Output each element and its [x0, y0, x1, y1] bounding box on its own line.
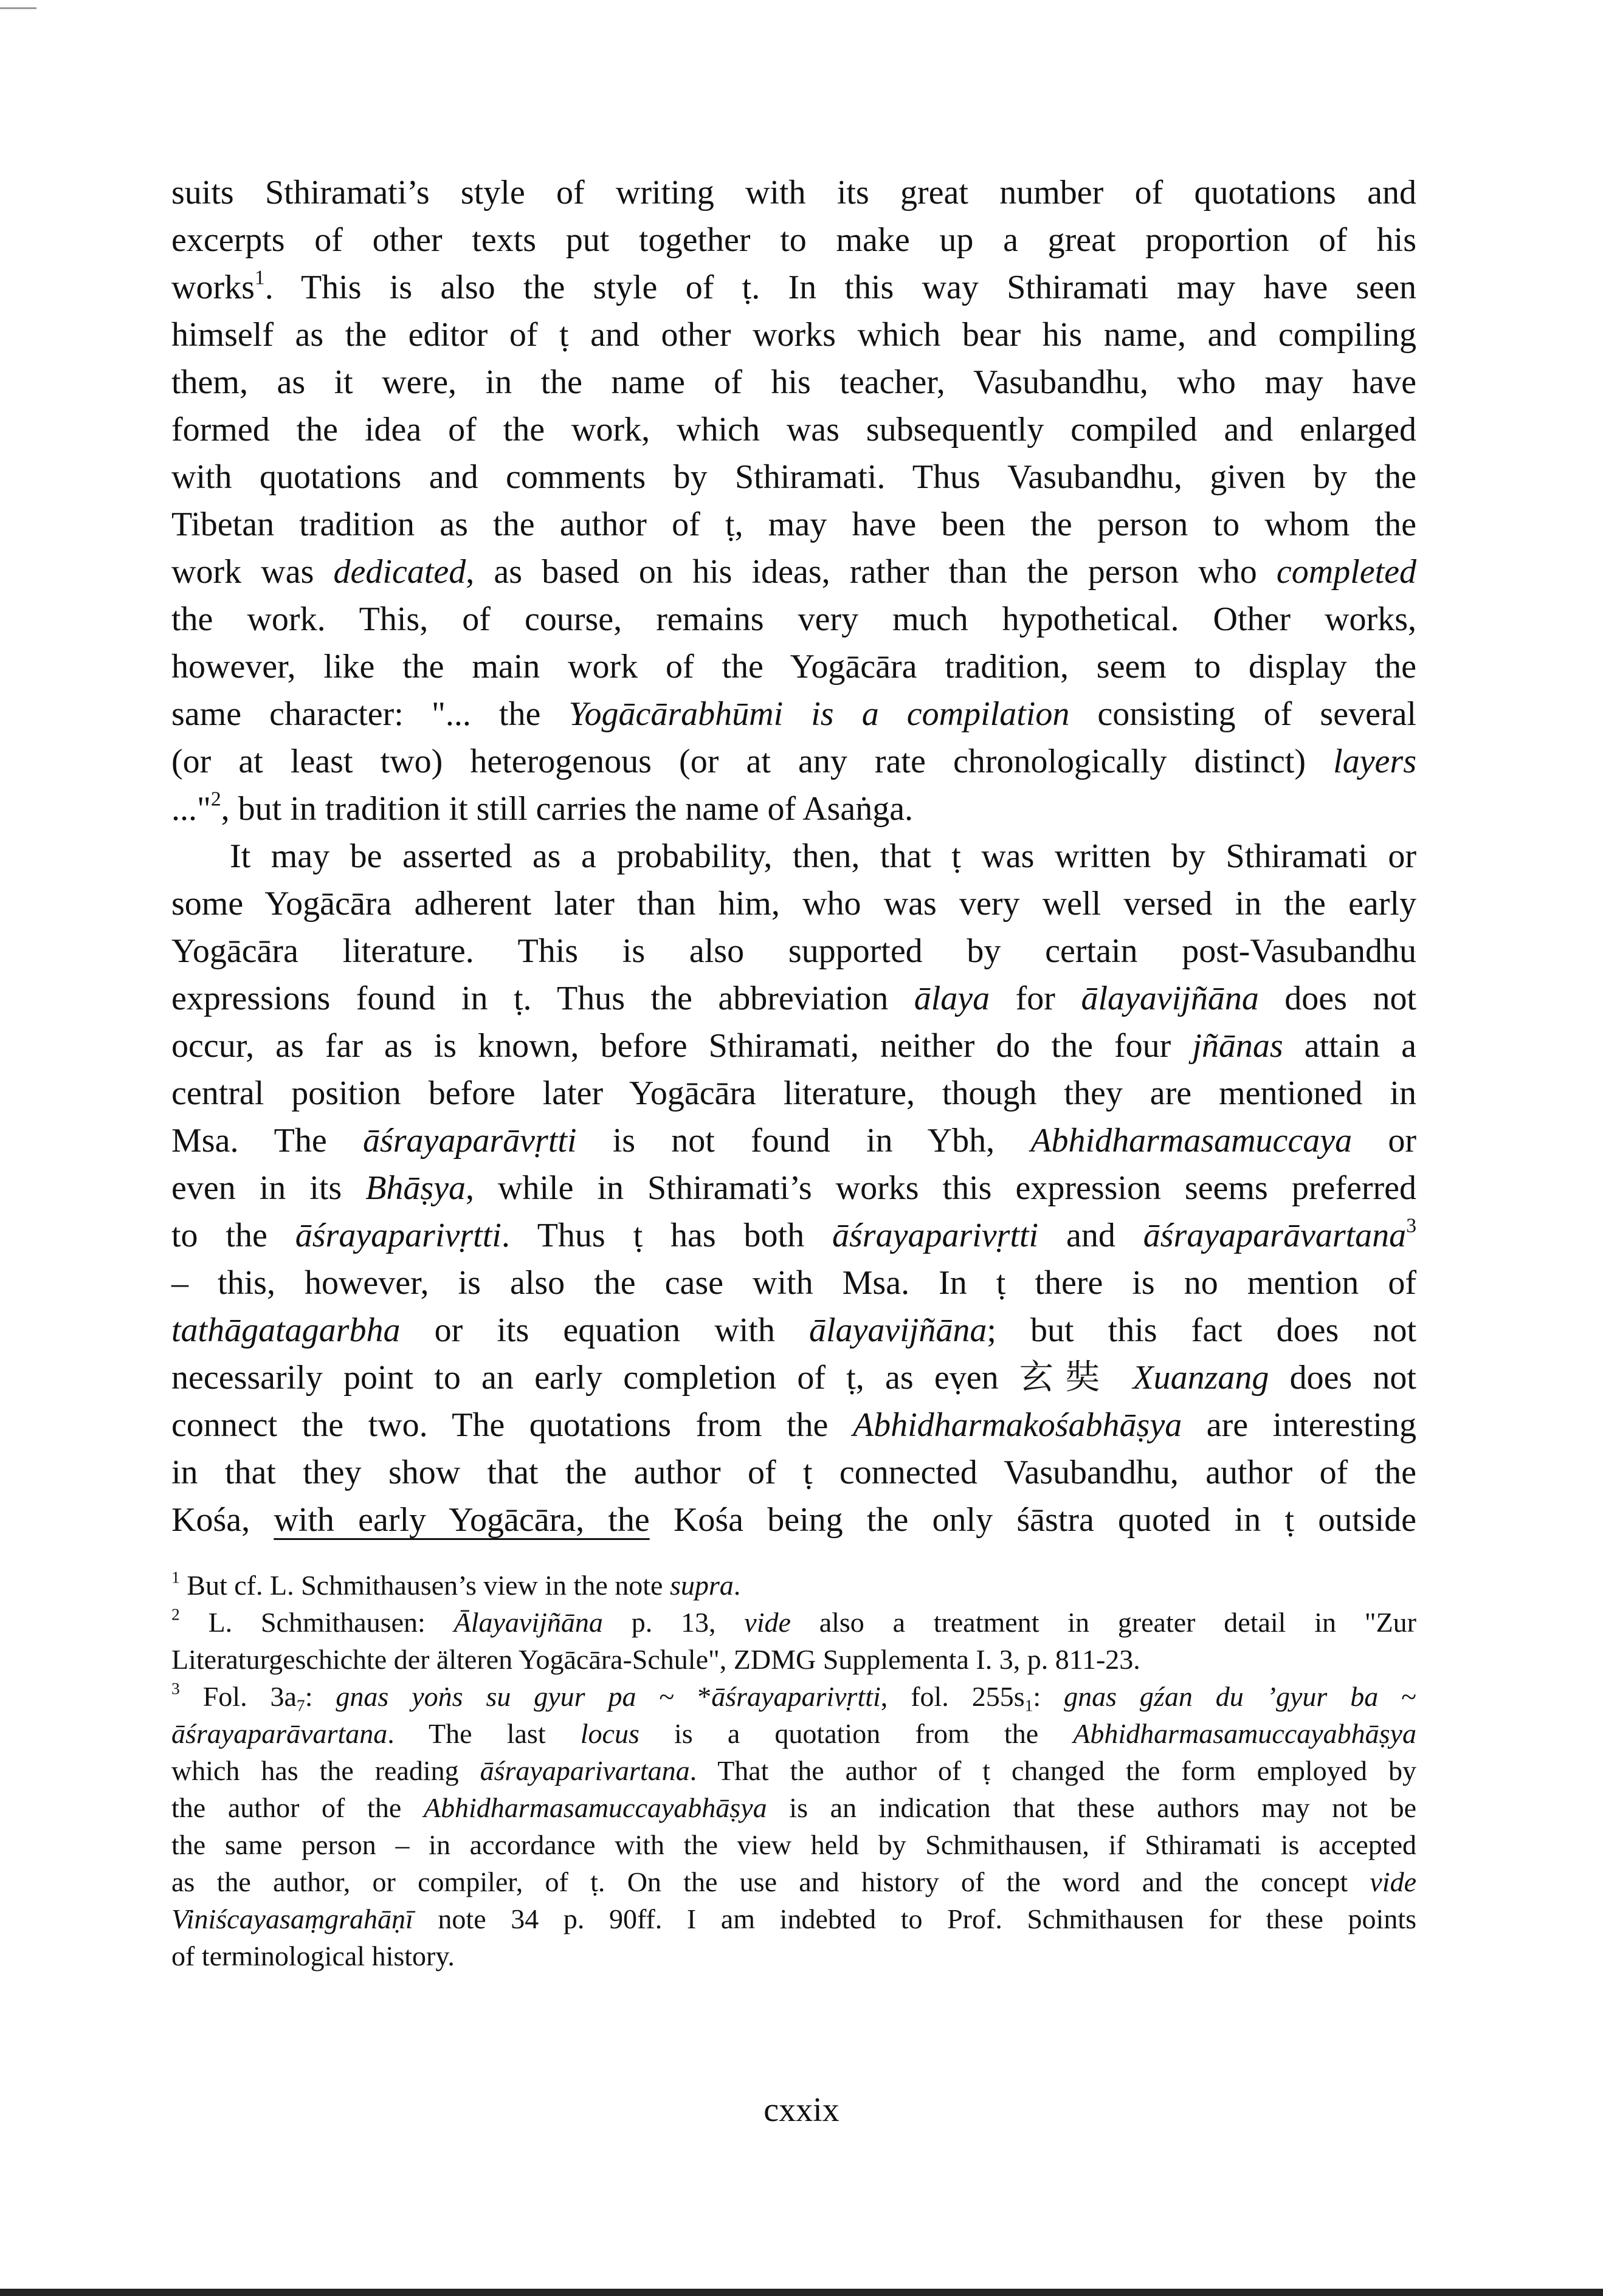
text-run: ~: [1378, 1681, 1417, 1712]
text-run: , while in Sthiramati’s works this expression seems preferred: [466, 1169, 1416, 1207]
text-run: occur, as far as is known, before Sthiramati, neither do the four: [171, 1027, 1193, 1065]
footnote-line: [171, 1863, 1416, 1900]
text-run: :: [305, 1681, 336, 1712]
subscript: 7: [296, 1696, 305, 1715]
text-run: is a quotation from the: [639, 1718, 1074, 1749]
text-run: necessarily point to an early completion of ṭ, as eṿen 玄奘: [171, 1359, 1133, 1397]
footnote-marker: 3: [1406, 1214, 1416, 1237]
text-run: however, like the main work of the Yogācāra tradition, seem to display the: [171, 648, 1416, 686]
footnote-marker: 2: [210, 788, 221, 811]
text-run: Kośa,: [171, 1501, 274, 1539]
body-line: [171, 1401, 1416, 1449]
text-run: ~ *: [636, 1681, 712, 1712]
page-number: cxxix: [764, 2091, 839, 2129]
text-run: suits Sthiramati’s style of writing with its great number of quotations and: [171, 174, 1416, 211]
footnote-line: [171, 1752, 1416, 1789]
italic-term: āśrayaparivṛtti: [832, 1217, 1039, 1254]
footnote-marker: 1: [171, 1567, 180, 1587]
footnotes: [171, 1567, 1416, 1975]
text-run: ...": [171, 790, 211, 828]
italic-term: āśrayaparivṛtti: [295, 1217, 502, 1254]
text-run: , fol. 255s: [880, 1681, 1025, 1712]
text-run: L. Schmithausen:: [179, 1607, 454, 1638]
text-run: Tibetan tradition as the author of ṭ, may have been the person to whom the: [171, 506, 1416, 543]
italic-term: āśrayaparāvṛtti: [362, 1122, 577, 1160]
body-line: [171, 311, 1416, 359]
text-run: also a treatment in greater detail in "Zur: [790, 1607, 1417, 1638]
text-run: excerpts of other texts put together to make up a great proportion of his: [171, 221, 1416, 259]
text-run: them, as it were, in the name of his teacher, Vasubandhu, who may have: [171, 363, 1416, 401]
text-run: Yogācāra literature. This is also supported by certain post-Vasubandhu: [171, 932, 1416, 970]
body-text: [171, 169, 1416, 1544]
text-run: with quotations and comments by Sthiramati. Thus Vasubandhu, given by the: [171, 458, 1416, 496]
body-line: [171, 501, 1416, 548]
body-line: [171, 1259, 1416, 1307]
scan-artifact: [0, 7, 36, 9]
italic-term: layers: [1333, 743, 1416, 780]
italic-term: Viniścayasaṃgrahāṇī: [171, 1903, 413, 1934]
body-line: [171, 833, 1416, 880]
italic-term: supra: [669, 1570, 734, 1601]
text-run: to the: [171, 1217, 295, 1254]
text-run: . That the author of ṭ changed the form employed by: [689, 1755, 1416, 1786]
italic-term: vide: [744, 1607, 791, 1638]
text-run: Fol. 3a: [179, 1681, 297, 1712]
text-run: is not found in Ybh,: [576, 1122, 1031, 1160]
text-run: expressions found in ṭ. Thus the abbreviation: [171, 980, 914, 1017]
italic-term: Yogācārabhūmi is a compilation: [568, 695, 1070, 733]
text-run: connect the two. The quotations from the: [171, 1406, 853, 1444]
italic-term: ālaya: [914, 980, 990, 1017]
footnote-marker: 2: [171, 1604, 180, 1624]
text-run: It may be asserted as a probability, then, that ṭ was written by Sthiramati or: [230, 837, 1416, 875]
text-run: Literaturgeschichte der älteren Yogācāra-Schule", ZDMG Supplementa I. 3, p. 811-23.: [171, 1644, 1140, 1675]
text-run: ; but this fact does not: [987, 1311, 1416, 1349]
text-run: as the author, or compiler, of ṭ. On the use and history of the word and the concept: [171, 1866, 1370, 1897]
body-line: [171, 406, 1416, 453]
text-run: . The last: [387, 1718, 581, 1749]
text-run: .: [733, 1570, 741, 1601]
text-run: central position before later Yogācāra literature, though they are mentioned in: [171, 1074, 1416, 1112]
body-line: [171, 738, 1416, 785]
text-run: of terminological history.: [171, 1940, 455, 1971]
italic-term: tathāgatagarbha: [171, 1311, 401, 1349]
text-run: or its equation with: [400, 1311, 809, 1349]
footnote-line: [171, 1641, 1416, 1678]
footnote-marker: 1: [254, 266, 265, 289]
body-line: [171, 453, 1416, 501]
text-run: Kośa being the only śāstra quoted in ṭ outside: [649, 1501, 1417, 1539]
italic-term: Abhidharmasamuccayabhāṣya: [1073, 1718, 1416, 1749]
text-run: for: [990, 980, 1081, 1017]
italic-term: vide: [1370, 1866, 1416, 1897]
text-run: same character: "... the: [171, 695, 569, 733]
italic-term: completed: [1276, 553, 1417, 591]
footnote-line: [171, 1715, 1416, 1752]
footnote-line: [171, 1937, 1416, 1975]
text-run: note 34 p. 90ff. I am indebted to Prof. Schmithausen for these points: [413, 1903, 1416, 1934]
italic-term: āśrayaparivartana: [480, 1755, 690, 1786]
text-run: formed the idea of the work, which was subsequently compiled and enlarged: [171, 411, 1416, 449]
body-line: [171, 1022, 1416, 1070]
body-line: [171, 1164, 1416, 1212]
body-line: [171, 1117, 1416, 1164]
footnote-line: [171, 1604, 1416, 1641]
italic-term: dedicated: [333, 553, 466, 591]
body-line: [171, 880, 1416, 927]
text-run: Msa. The: [171, 1122, 363, 1160]
italic-term: gnas gźan du ’gyur ba: [1064, 1681, 1379, 1712]
italic-term: Abhidharmakośabhāṣya: [852, 1406, 1182, 1444]
italic-term: locus: [580, 1718, 639, 1749]
body-line: [171, 359, 1416, 406]
body-line: [171, 643, 1416, 690]
text-run: which has the reading: [171, 1755, 480, 1786]
italic-term: āśrayaparāvartana: [171, 1718, 388, 1749]
text-run: or: [1352, 1122, 1416, 1160]
italic-term: Bhāṣya: [365, 1169, 466, 1207]
body-line: [171, 785, 1416, 833]
body-line: [171, 264, 1416, 311]
footnote-line: [171, 1826, 1416, 1863]
footnote-line: [171, 1567, 1416, 1604]
text-run: , but in tradition it still carries the name of Asaṅga.: [221, 790, 914, 828]
text-run: are interesting: [1182, 1406, 1416, 1444]
text-run: with early Yogācāra, the: [274, 1501, 650, 1539]
body-line: [171, 596, 1416, 643]
italic-term: gnas yoṅs su gyur pa: [336, 1681, 636, 1712]
italic-term: Abhidharmasamuccayabhāṣya: [423, 1792, 767, 1823]
text-run: himself as the editor of ṭ and other works which bear his name, and compiling: [171, 316, 1416, 354]
body-line: [171, 927, 1416, 975]
text-run: is an indication that these authors may not be: [767, 1792, 1417, 1823]
text-run: some Yogācāra adherent later than him, who was very well versed in the early: [171, 885, 1416, 923]
body-line: [171, 1070, 1416, 1117]
text-run: the work. This, of course, remains very much hypothetical. Other works,: [171, 600, 1416, 638]
italic-term: āśrayaparivṛtti: [711, 1681, 881, 1712]
subscript: 1: [1024, 1696, 1033, 1715]
body-line: [171, 690, 1416, 738]
body-line: [171, 1496, 1416, 1544]
footnote-marker: 3: [171, 1679, 180, 1698]
text-run: the author of the: [171, 1792, 424, 1823]
italic-term: Ālayavijñāna: [453, 1607, 603, 1638]
body-line: [171, 169, 1416, 216]
text-run: works: [171, 269, 255, 306]
italic-term: ālayavijñāna: [808, 1311, 987, 1349]
text-run: But cf. L. Schmithausen’s view in the note: [179, 1570, 670, 1601]
text-run: does not: [1269, 1359, 1416, 1397]
body-line: [171, 1449, 1416, 1496]
italic-term: Xuanzang: [1132, 1359, 1269, 1397]
text-run: . This is also the style of ṭ. In this way Sthiramati may have seen: [264, 269, 1416, 306]
italic-term: āśrayaparāvartana: [1143, 1217, 1407, 1254]
text-run: attain a: [1283, 1027, 1416, 1065]
footnote-line: [171, 1678, 1416, 1715]
text-run: even in its: [171, 1169, 366, 1207]
body-line: [171, 1307, 1416, 1354]
text-run: the same person – in accordance with the view held by Schmithausen, if Sthiramati is accepted: [171, 1829, 1416, 1860]
text-run: consisting of several: [1069, 695, 1416, 733]
italic-term: ālayavijñāna: [1081, 980, 1259, 1017]
italic-term: jñānas: [1192, 1027, 1283, 1065]
text-run: . Thus ṭ has both: [501, 1217, 832, 1254]
body-line: [171, 1354, 1416, 1401]
text-run: – this, however, is also the case with Msa. In ṭ there is no mention of: [171, 1264, 1416, 1302]
text-run: in that they show that the author of ṭ connected Vasubandhu, author of the: [171, 1454, 1416, 1491]
body-line: [171, 1212, 1416, 1259]
text-run: work was: [171, 553, 334, 591]
text-run: and: [1038, 1217, 1143, 1254]
body-line: [171, 548, 1416, 596]
footnote-line: [171, 1789, 1416, 1826]
text-run: p. 13,: [602, 1607, 745, 1638]
scan-edge: [0, 2289, 1603, 2296]
text-run: :: [1033, 1681, 1064, 1712]
body-line: [171, 216, 1416, 264]
italic-term: Abhidharmasamuccaya: [1030, 1122, 1353, 1160]
text-run: does not: [1258, 980, 1417, 1017]
text-run: (or at least two) heterogenous (or at any rate chronologically distinct): [171, 743, 1334, 780]
body-line: [171, 975, 1416, 1022]
text-run: , as based on his ideas, rather than the person who: [466, 553, 1277, 591]
footnote-line: [171, 1900, 1416, 1937]
